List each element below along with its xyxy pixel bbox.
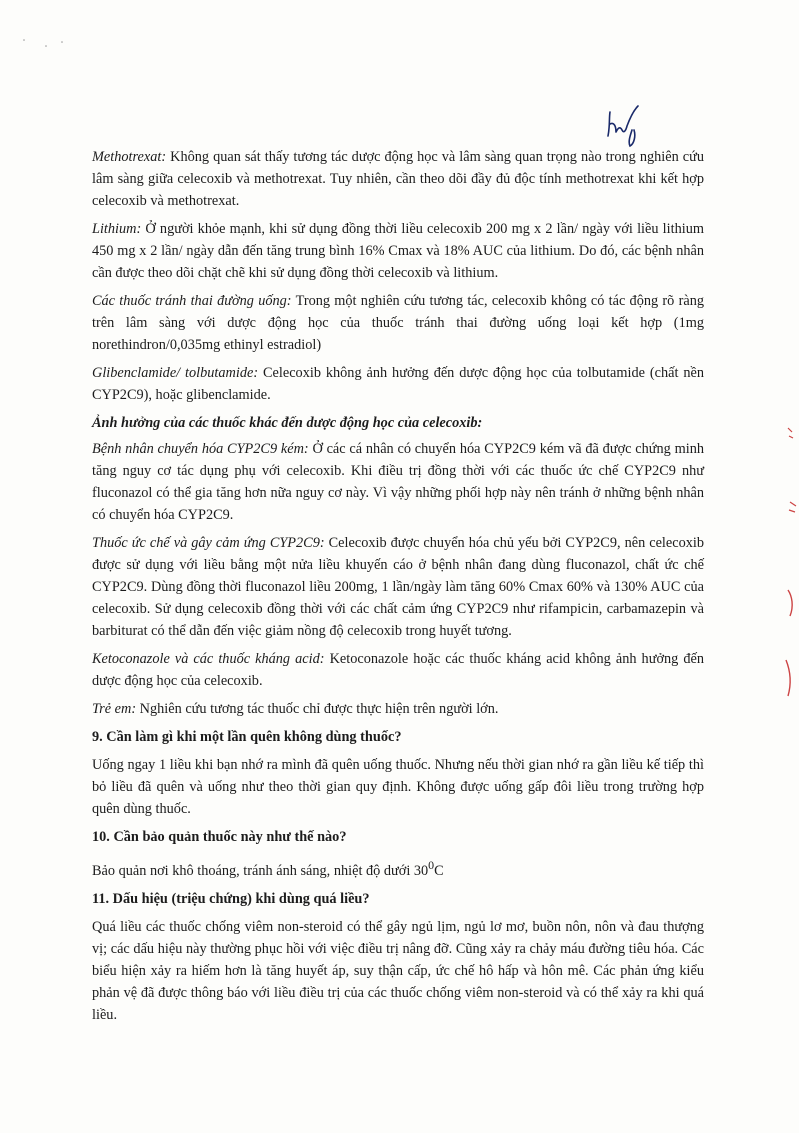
paragraph-lead: Các thuốc tránh thai đường uống: — [92, 293, 292, 309]
scan-speck-marks — [20, 30, 80, 50]
document-body — [92, 146, 704, 1032]
paragraph-lead: Ketoconazole và các thuốc kháng acid: — [92, 651, 325, 667]
paragraph-text: Celecoxib được chuyển hóa chủ yếu bởi CYP2C9, nên celecoxib được sử dụng với liều bằng một nửa liều khuyến cáo ở bệnh nhân đang dùng fluconazol, chất ức chế CYP2C9. Dùng đồng thời fluconazol liều 200mg, 1 lần/ngày làm tăng 60% Cmax 60% và 130% AUC của celecoxib. Sử dụng celecoxib đồng thời với các chất cảm ứng CYP2C9 như rifampicin, carbamazepin và barbiturat có thể dẫn đến việc giảm nồng độ celecoxib trong huyết tương. — [92, 535, 704, 639]
paragraph-glibenclamide — [92, 362, 704, 406]
paragraph-lead: Thuốc ức chế và gây cảm ứng CYP2C9: — [92, 535, 325, 551]
paragraph-text: Không quan sát thấy tương tác dược động học và lâm sàng quan trọng nào trong nghiên cứu lâm sàng giữa celecoxib và methotrexat. Tuy nhiên, cần theo dõi đầy đủ độc tính methotrexat khi kết hợp celecoxib và methotrexat. — [92, 149, 704, 209]
paragraph-text: Trong một nghiên cứu tương tác, celecoxib không có tác động rõ ràng trên lâm sàng với dược động học của thuốc tránh thai đường uống loại kết hợp (1mg norethindron/0,035mg ethinyl estradiol) — [92, 293, 704, 353]
paragraph-text: Celecoxib không ảnh hưởng đến dược động học của tolbutamide (chất nền CYP2C9), hoặc glibenclamide. — [92, 365, 704, 403]
section-10-heading: 10. Cần bảo quản thuốc này như thế nào? — [92, 829, 347, 845]
handwritten-initials — [600, 100, 650, 150]
paragraph-lead: Methotrexat: — [92, 149, 167, 165]
paragraph-lead: Trẻ em: — [92, 701, 137, 717]
section-9-text: Uống ngay 1 liều khi bạn nhớ ra mình đã quên uống thuốc. Nhưng nếu thời gian nhớ ra gần liều kế tiếp thì bỏ liều đã quên và uống như theo thời gian quy định. Không được uống gấp đôi liều trong trường hợp quên dùng thuốc. — [92, 757, 704, 817]
section-9-heading: 9. Cần làm gì khi một lần quên không dùng thuốc? — [92, 729, 402, 745]
paragraph-poor-metabolizer — [92, 438, 704, 526]
paragraph-contraceptive — [92, 290, 704, 356]
section-10-text — [92, 854, 704, 882]
paragraph-text: Ketoconazole hoặc các thuốc kháng acid không ảnh hưởng đến dược động học của celecoxib. — [92, 651, 705, 689]
paragraph-lead: Glibenclamide/ tolbutamide: — [92, 365, 259, 381]
section-11-text: Quá liều các thuốc chống viêm non-steroid có thể gây ngủ lịm, ngủ lơ mơ, buồn nôn, nôn và đau thượng vị; các dấu hiệu này thường phục hồi với việc điều trị nâng đỡ. Cũng xảy ra chảy máu đường tiêu hóa. Các biểu hiện xảy ra hiếm hơn là tăng huyết áp, suy thận cấp, ức chế hô hấp và hôn mê. Các phản ứng kiểu phản vệ đã được thông báo với liều điều trị của các thuốc chống viêm non-steroid và có thể xảy ra khi quá liều. — [92, 918, 704, 1023]
paragraph-text: Nghiên cứu tương tác thuốc chỉ được thực hiện trên người lớn. — [136, 701, 499, 717]
paragraph-text: Ở người khỏe mạnh, khi sử dụng đồng thời liều celecoxib 200 mg x 2 lần/ ngày với liều lithium 450 mg x 2 lần/ ngày dẫn đến tăng trung bình 16% Cmax và 18% AUC của lithium. Do đó, các bệnh nhân cần được theo dõi chặt chẽ khi sử dụng đồng thời celecoxib và lithium. — [92, 221, 704, 281]
section-11-heading: 11. Dấu hiệu (triệu chứng) khi dùng quá liều? — [92, 890, 370, 907]
paragraph-inhibitors — [92, 532, 704, 642]
subheading-drug-effects: Ảnh hưởng của các thuốc khác đến dược động học của celecoxib: — [92, 415, 483, 431]
paragraph-lithium — [92, 218, 704, 284]
temperature-unit: C — [434, 862, 444, 879]
storage-text: Bảo quản nơi khô thoáng, tránh ánh sáng, nhiệt độ dưới 30 — [92, 862, 429, 879]
paragraph-ketoconazole — [92, 648, 704, 692]
paragraph-methotrexat — [92, 146, 704, 212]
paragraph-lead: Lithium: — [92, 221, 142, 237]
paragraph-children — [92, 698, 704, 720]
stamp-edge-marks — [774, 420, 799, 720]
degree-sup: 0 — [428, 858, 435, 872]
paragraph-text: Ở các cá nhân có chuyển hóa CYP2C9 kém vã đã được chứng minh tăng nguy cơ tác dụng phụ với celecoxib. Khi điều trị đồng thời với các thuốc ức chế CYP2C9 như fluconazol có thể gia tăng hơn nữa nguy cơ này. Vì vậy những phối hợp này nên tránh ở những bệnh nhân có chuyển hóa CYP2C9. — [92, 441, 704, 523]
paragraph-lead: Bệnh nhân chuyển hóa CYP2C9 kém: — [92, 441, 309, 457]
